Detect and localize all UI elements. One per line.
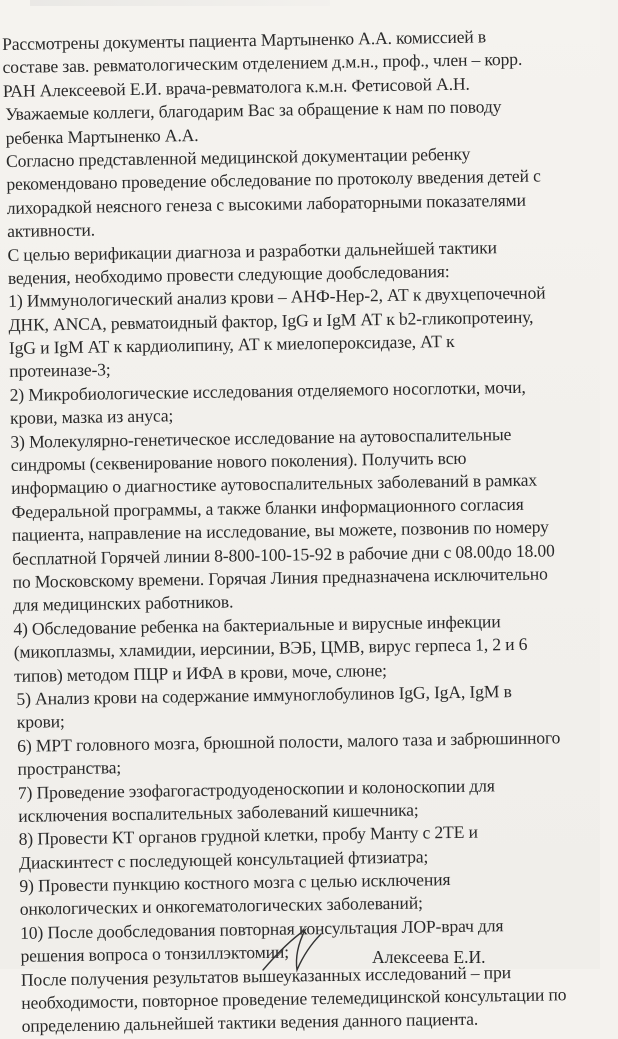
scan-artifact: [30, 0, 330, 6]
list-item-10: 10) После дообследования повторная консультация ЛОР-врач для: [19, 915, 504, 943]
list-item-7: 7) Проведение эзофагогастродуоденоскопии и колоноскопии для: [17, 774, 495, 803]
closing-line: необходимости, повторное проведение телемедицинской консультации по: [21, 984, 567, 1013]
list-item-5: 5) Анализ крови на содержание иммуноглобулинов IgG, IgA, IgM в: [16, 681, 512, 709]
list-item-3: информацию о диагностике аутовоспалительных заболеваний в рамках: [10, 470, 538, 499]
list-item-6: пространства;: [17, 757, 122, 779]
list-item-4: типов) методом ПЦР и ИФА в крови, моче, слюне;: [13, 659, 387, 686]
intro-line: РАН Алексеевой Е.И. врача-ревматолога к.м.н. Фетисовой А.Н.: [2, 73, 470, 101]
list-item-1: 1) Иммунологический анализ крови – АНФ-Hep-2, АТ к двухцепочечной: [8, 282, 546, 312]
list-item-3: для медицинских работников.: [12, 591, 234, 616]
signature-block: [0, 920, 600, 969]
recommendation-line: активности.: [6, 219, 96, 242]
intro-line: Рассмотрены документы пациента Мартыненко А.А. комиссией в: [2, 26, 487, 54]
intro-line: составе зав. ревматологическим отделением д.м.н., проф., член – корр.: [2, 49, 523, 78]
list-item-3: по Московскому времени. Горячая Линия предназначена исключительно: [12, 563, 548, 592]
list-item-1: IgG и IgM АТ к кардиолипину, АТ к миелопероксидазе, АТ к: [8, 331, 455, 359]
list-item-3: пациента, направление на исследование, вы можете, позвонив по номеру: [11, 516, 549, 546]
list-item-7: исключения воспалительных заболеваний кишечника;: [18, 799, 419, 826]
list-item-5: крови;: [16, 711, 65, 733]
list-item-4: 4) Обследование ребенка на бактериальные и вирусные инфекции: [13, 611, 501, 639]
list-item-6: 6) МРТ головного мозга, брюшной полости, малого таза и забрюшинного: [17, 727, 561, 756]
list-item-4: (микоплазмы, хламидии, иерсинии, ВЭБ, ЦМВ, вирус герпеса 1, 2 и 6: [13, 633, 528, 663]
purpose-line: С целью верификации диагноза и разработки дальнейшей тактики: [7, 236, 497, 265]
greeting-line: ребенка Мартыненко А.А.: [5, 124, 199, 148]
document-body: [2, 24, 618, 1039]
list-item-8: 8) Провести КТ органов грудной клетки, пробу Манту с 2ТЕ и: [18, 821, 478, 850]
recommendation-line: Согласно представленной медицинской документации ребенку: [5, 143, 471, 171]
list-item-10: решения вопроса о тонзиллэктомии;: [20, 941, 290, 967]
list-item-9: 9) Провести пункцию костного мозга с целью исключения: [19, 869, 451, 896]
list-item-2: 2) Микробиологические исследования отделяемого носоглотки, мочи,: [9, 376, 526, 405]
list-item-1: протеиназе-3;: [9, 359, 111, 382]
list-item-3: Федеральной программы, а также бланки информационного согласия: [11, 493, 524, 522]
list-item-8: Диаскинтест с последующей консультацией фтизиатра;: [18, 846, 429, 873]
list-item-9: онкологических и онкогематологических заболеваний;: [19, 892, 423, 920]
signer-name: Алексеева Е.И.: [372, 947, 486, 967]
recommendation-line: лихорадкой неясного генеза с высокими лабораторными показателями: [6, 189, 526, 218]
list-item-3: 3) Молекулярно-генетическое исследование на аутовоспалительные: [10, 423, 512, 452]
recommendation-line: рекомендовано проведение обследование по протоколу введения детей с: [6, 165, 541, 195]
purpose-line: ведения, необходимо провести следующие дообследования:: [7, 260, 450, 288]
list-item-3: синдромы (секвенирование нового поколения). Получить всю: [10, 447, 467, 475]
list-item-2: крови, мазка из ануса;: [9, 405, 174, 429]
handwritten-signature-icon: [255, 926, 345, 971]
closing-line: определению дальнейшей тактики ведения данного пациента.: [21, 1009, 479, 1037]
list-item-3: бесплатной Горячей линии 8-800-100-15-92 в рабочие дни с 08.00до 18.00: [12, 539, 555, 569]
closing-line: После получения результатов вышеуказанных исследований – при: [20, 961, 512, 990]
list-item-1: ДНК, ANCA, ревматоидный фактор, IgG и IgM АТ к b2-гликопротеину,: [8, 306, 534, 335]
greeting-line: Уважаемые коллеги, благодарим Вас за обращение к нам по поводу: [5, 96, 502, 125]
